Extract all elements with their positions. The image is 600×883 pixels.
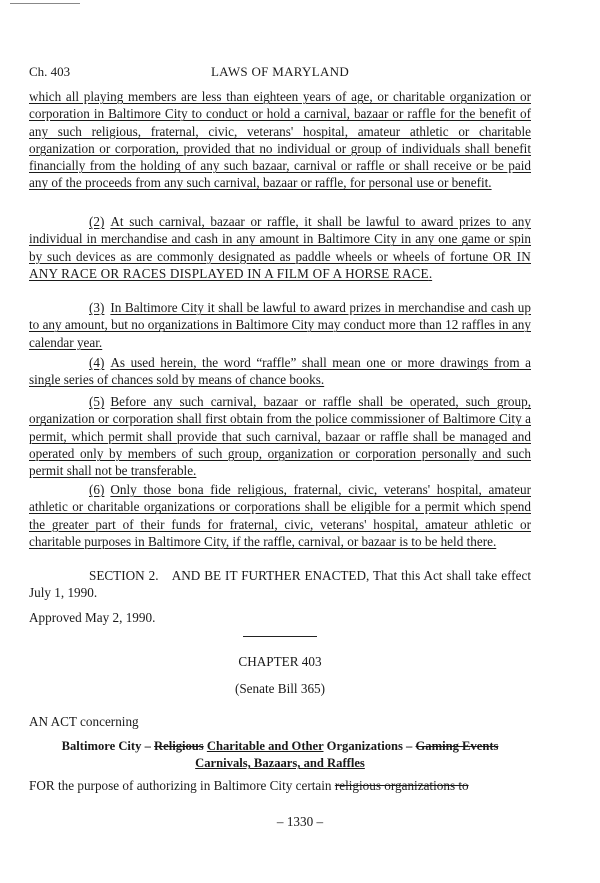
paragraph-6 [29,481,531,550]
paragraph-5 [29,393,531,479]
section-2: SECTION 2. AND BE IT FURTHER ENACTED, That this Act shall take effect July 1, 1990. [29,568,531,601]
purpose-line [29,777,531,794]
paragraph-continued: which all playing members are less than eighteen years of age, or charitable organization or corporation in Baltimore City to conduct or hold a carnival, bazaar or raffle for the benefit of any such religious, fraternal, civic, veterans' hospital, amateur athletic or charitable organization or corporation, provided that no individual or group of individuals shall benefit financially from the holding of any such bazaar, carnival or raffle or shall receive or be paid any of the proceeds from any such carnival, bazaar or raffle, for personal use or benefit. [29,89,531,191]
page-number: – 1330 – [276,814,324,829]
page-title: LAWS OF MARYLAND [210,64,350,79]
paragraph-3 [29,299,531,351]
paragraph-end: . [428,265,433,281]
struck-text: religious organizations to [334,778,469,793]
paragraph-number: (4) [89,355,105,370]
struck-text: Gaming Events [415,739,499,753]
paragraph-number: (5) [89,394,105,409]
page-header [29,64,531,84]
paragraph-text: Only those bona fide religious, fraternal, civic, veterans' hospital, amateur athletic or charitable organizations or corporations shall be eligible for a permit which spend the greater part of their funds for fraternal, civic, veterans' hospital, amateur athletic or charitable purposes in Baltimore City, if the raffle, carnival, or bazaar is to be held there. [29,482,531,549]
paragraph-2 [29,213,531,282]
purpose-text: FOR the purpose of authorizing in Baltimore City certain [29,778,335,793]
chapter-reference: Ch. 403 [29,64,71,79]
an-act-line: AN ACT concerning [29,714,139,729]
struck-text: Religious [154,739,204,753]
paragraph-text: At such carnival, bazaar or raffle, it shall be lawful to award prizes to any individual in merchandise and cash in any amount in Baltimore City in any one game or spin by such devices as are commonly designated as paddle wheels or wheels of fortune [29,214,531,264]
separator-rule [243,636,317,637]
chapter-heading: CHAPTER 403 [238,654,322,669]
paragraph-number: (3) [89,300,105,315]
act-title [29,738,531,773]
added-text: Charitable and Other [206,739,324,753]
top-rule [10,3,80,4]
paragraph-text: In Baltimore City it shall be lawful to award prizes in merchandise and cash up to any amount, but no organizations in Baltimore City may conduct more than 12 raffles in any calendar year. [29,300,531,350]
act-title-lead: Baltimore City – [61,739,155,753]
paragraph-text: Before any such carnival, bazaar or raffle shall be operated, such group, organization or corporation shall first obtain from the police commissioner of Baltimore City a permit, which permit shall provide that such carnival, bazaar or raffle shall be managed and operated only by members of such group, organization or corporation personally and such permit shall not be transferable. [29,394,531,479]
amendment-caps-text: OR IN ANY RACE OR RACES DISPLAYED IN A FILM OF A HORSE RACE [29,248,531,281]
paragraph-text: As used herein, the word “raffle” shall mean one or more drawings from a single series of chances sold by means of chance books. [29,355,531,388]
act-title-mid: Organizations – [323,739,416,753]
paragraph-4 [29,354,531,389]
bill-number: (Senate Bill 365) [234,681,326,696]
added-text: Carnivals, Bazaars, and Raffles [195,756,365,771]
approved-date: Approved May 2, 1990. [29,610,156,625]
paragraph-number: (6) [89,482,105,497]
paragraph-number: (2) [89,214,105,229]
